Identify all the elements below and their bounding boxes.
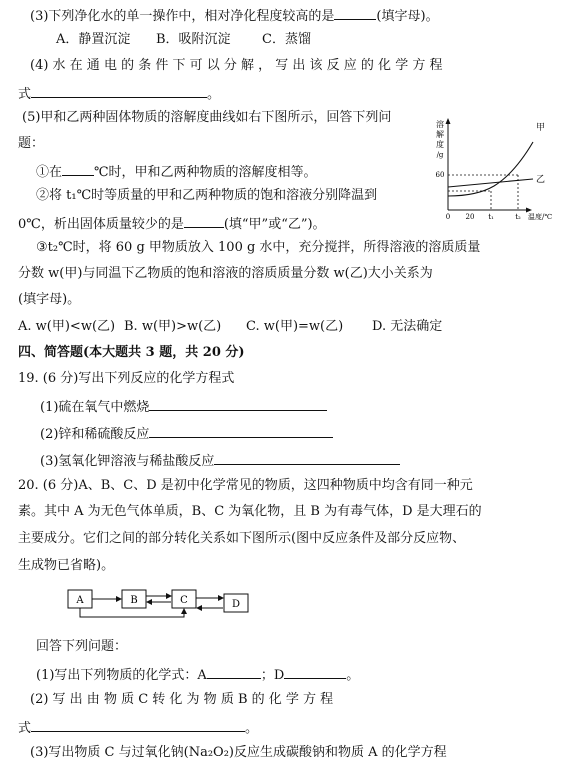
q5-option-c: C. w(甲)=w(乙) [246,319,344,334]
q20-answer-prompt: 回答下列问题： [36,639,128,654]
q4-line1: (4) 水 在 通 电 的 条 件 下 可 以 分 解 ， 写 出 该 反 应 的 化 学 方 程 [30,58,443,73]
q19-item-2: (2)锌和稀硫酸反应 [40,423,333,444]
x-axis-arrow [526,208,532,213]
y-axis-arrow [446,118,451,124]
q20-sub1: (1)写出下列物质的化学式：A ；D 。 [36,664,359,685]
q19-header: 19. (6 分)写出下列反应的化学方程式 [18,371,235,386]
q5-sub2-line1: ②将 t₁℃时等质量的甲和乙两种物质的饱和溶液分别降温到 [36,188,378,203]
q3-option-c: C．蒸馏 [262,32,311,47]
q20-line2: 素。其中 A 为无色气体单质，B、C 为氧化物，且 B 为有毒气体，D 是大理石的 [18,504,482,519]
q5-option-b: B. w(甲)>w(乙) [124,319,222,334]
conversion-diagram [58,586,258,622]
q20-sub2-line1: (2) 写 出 由 物 质 C 转 化 为 物 质 B 的 化 学 方 程 [30,692,334,707]
q20-sub3-line1: (3)写出物质 C 与过氧化钠(Na₂O₂)反应生成碳酸钠和物质 A 的化学方程 [30,745,447,760]
q20-sub2-line2: 式 。 [18,717,258,738]
q3-option-a: A．静置沉淀 [56,32,131,47]
x-tick-0: 0 [445,213,451,221]
q5-sub3-line1: ③t₂℃时，将 60 g 甲物质放入 100 g 水中，充分搅拌，所得溶液的溶质质量 [36,240,481,255]
arrow-a-to-c [80,608,184,617]
box-d-label: D [231,599,241,610]
x-tick-20: 20 [465,213,475,221]
ylabel-char-2: 解 [436,130,444,139]
q20-line4: 生成物已省略)。 [18,558,115,573]
q19-item-3: (3)氢氧化钾溶液与稀盐酸反应 [40,450,400,471]
x-tick-t2: t₂ [515,213,521,221]
q20-line1: 20. (6 分)A、B、C、D 是初中化学常见的物质，这四种物质中均含有同一种元 [18,478,473,493]
q3-option-b: B．吸附沉淀 [156,32,231,47]
ylabel-char-4: /g [436,151,444,159]
q19-item-1: (1)硫在氧气中燃烧 [40,396,327,417]
q3-stem: (3)下列净化水的单一操作中，相对净化程度较高的是 (填字母)。 [30,5,439,26]
q5-sub3-line2: 分数 w(甲)与同温下乙物质的饱和溶液的溶质质量分数 w(乙)大小关系为 [18,266,433,281]
q20-line3: 主要成分。它们之间的部分转化关系如下图所示(图中反应条件及部分反应物、 [18,531,466,546]
q5-line2: 题： [18,136,45,151]
x-axis-label: 温度/℃ [528,213,553,221]
curve-yi [448,179,533,187]
q4-line2: 式 。 [18,83,220,104]
x-tick-t1: t₁ [488,213,494,221]
q19-item-3-blank[interactable] [214,450,400,465]
q5-sub1: ①在 ℃时，甲和乙两种物质的溶解度相等。 [36,161,317,182]
q3-options [56,31,311,49]
ylabel-char-1: 溶 [436,120,444,129]
q5-options [18,318,442,336]
box-a-label: A [76,595,84,606]
q3-answer-blank[interactable] [334,5,376,20]
q19-item-1-blank[interactable] [149,396,327,411]
q19-item-2-blank[interactable] [149,423,333,438]
box-b-label: B [130,595,138,606]
solubility-curve-figure [432,116,556,224]
curve-jia [448,142,533,196]
q5-option-a: A. w(甲)<w(乙) [18,319,116,334]
q5-sub3-line3: (填字母)。 [18,292,81,307]
section4-title: 四、简答题(本大题共 3 题，共 20 分) [18,345,245,360]
q5-option-d: D. 无法确定 [372,319,443,334]
label-jia: 甲 [536,123,546,133]
q4-answer-blank[interactable] [31,83,207,98]
box-c-label: C [180,595,188,606]
q5-sub2-blank[interactable] [184,213,224,228]
q5-line1: (5)甲和乙两种固体物质的溶解度曲线如右下图所示，回答下列问 [22,110,392,125]
q20-sub1-blank-a[interactable] [207,664,261,679]
label-yi: 乙 [536,175,546,185]
y-tick-60: 60 [435,171,445,179]
ylabel-char-3: 度 [436,140,444,149]
q5-sub1-blank[interactable] [62,161,94,176]
q5-sub2-line2: 0℃，析出固体质量较少的是 (填“甲”或“乙”)。 [18,213,326,234]
q20-sub2-blank[interactable] [31,717,245,732]
q20-sub1-blank-d[interactable] [284,664,346,679]
